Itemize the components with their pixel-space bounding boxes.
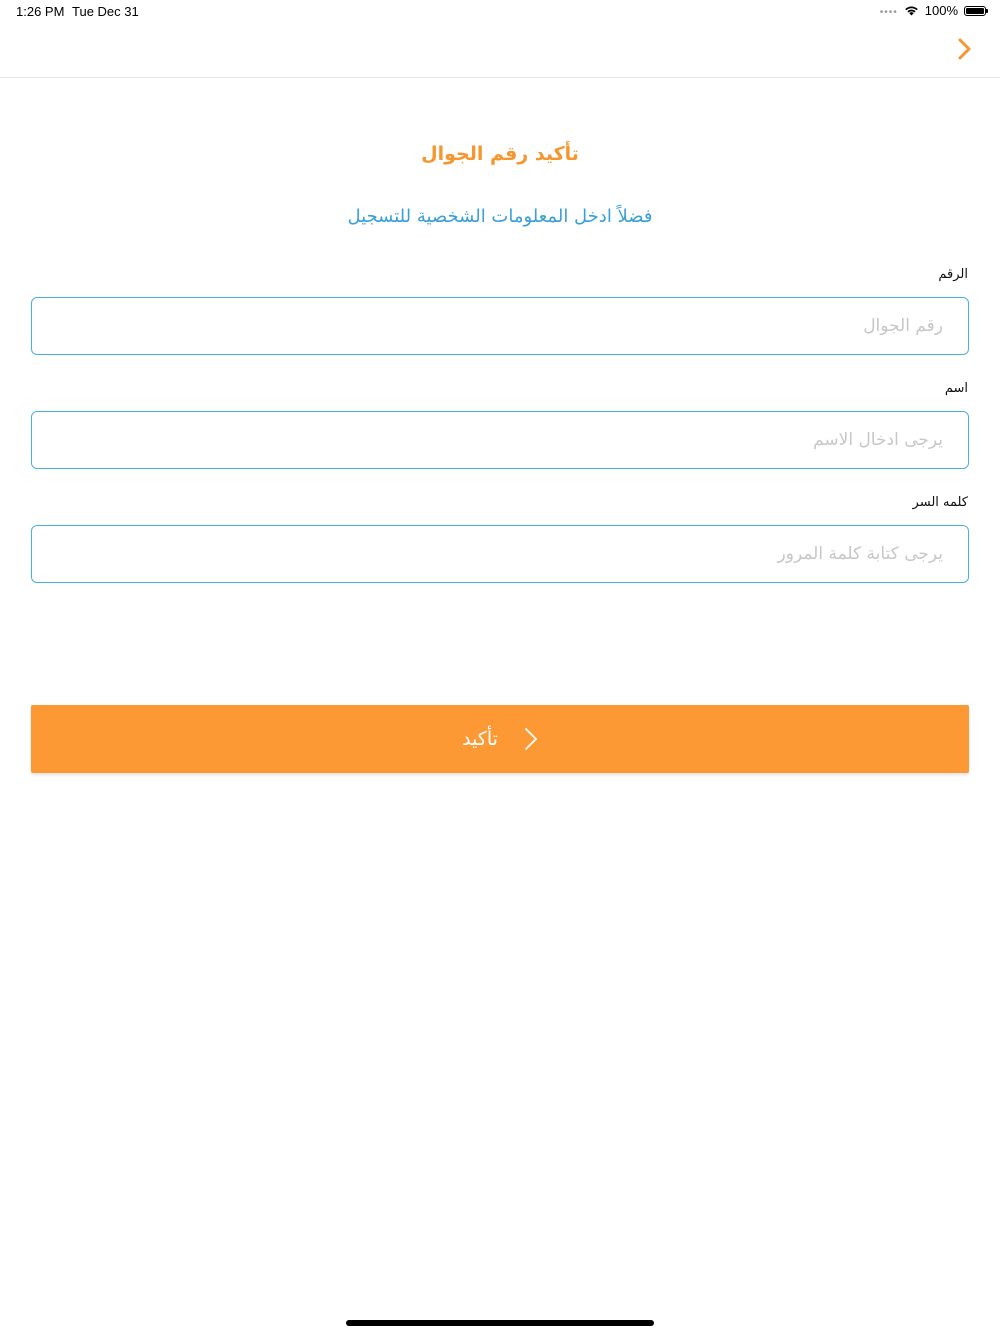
phone-input[interactable] — [31, 297, 969, 355]
status-indicators — [880, 3, 986, 18]
chevron-right-icon[interactable] — [952, 36, 976, 62]
name-input[interactable] — [31, 411, 969, 469]
battery-percent: 100% — [924, 3, 958, 18]
signal-dots-icon: •••• — [879, 7, 898, 18]
page-subtitle: فضلاً ادخل المعلومات الشخصية للتسجيل — [347, 206, 653, 227]
password-label: كلمه السر — [912, 495, 968, 510]
status-time: 1:26 PM — [16, 4, 65, 19]
phone-label: الرقم — [938, 267, 968, 282]
battery-fill — [966, 8, 984, 14]
wifi-icon — [904, 5, 919, 16]
confirm-button[interactable] — [31, 705, 969, 773]
page-title: تأكيد رقم الجوال — [421, 143, 579, 165]
nav-bar — [0, 24, 1000, 78]
chevron-right-icon — [524, 727, 538, 751]
name-label: اسم — [944, 381, 968, 396]
confirm-button-label: تأكيد — [462, 728, 498, 750]
status-date: Tue Dec 31 — [72, 4, 139, 19]
password-input[interactable] — [31, 525, 969, 583]
status-bar — [0, 0, 1000, 24]
home-indicator[interactable] — [346, 1320, 654, 1326]
battery-icon — [964, 6, 986, 16]
